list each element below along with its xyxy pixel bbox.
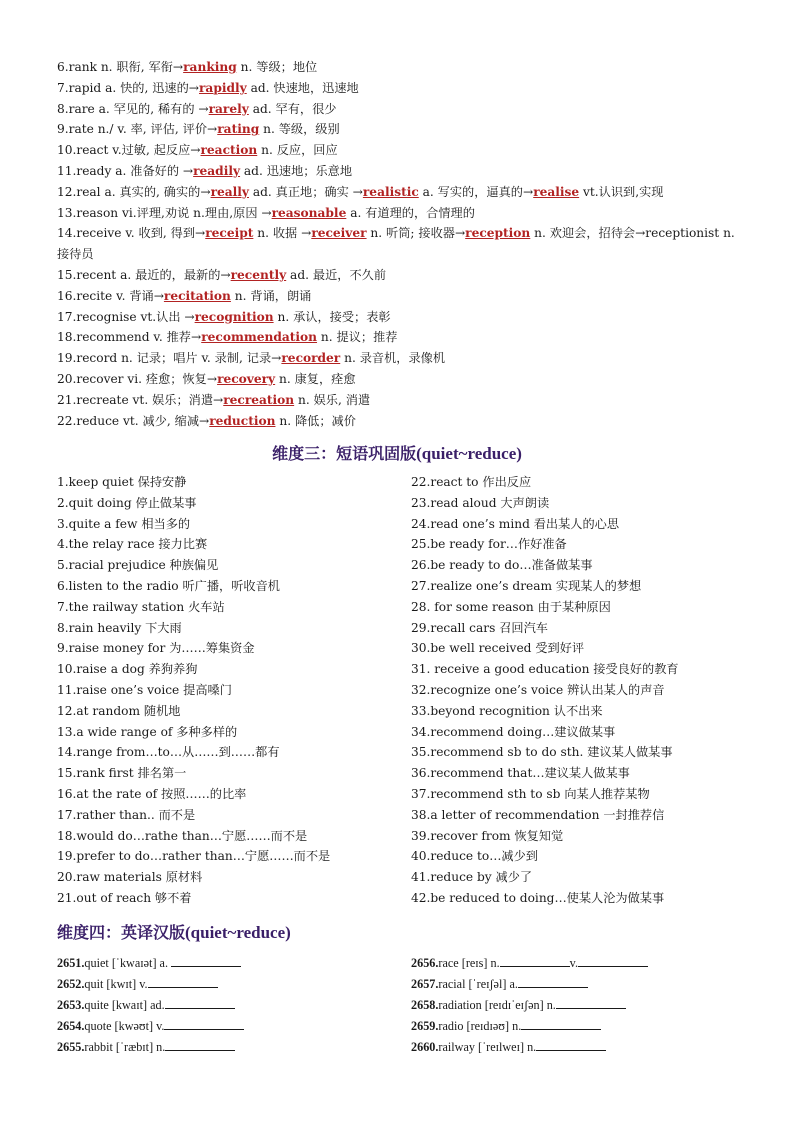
list-item: 14.receive v. 收到, 得到→receipt n. 收据 →receiver n. 听筒; 接收器→reception n. 欢迎会，招待会→receptionist n. 接待员	[57, 226, 735, 262]
list-item: 33.beyond recognition 认不出来	[411, 703, 603, 718]
list-item: 13.reason vi.评理,劝说 n.理由,原因 →reasonable a. 有道理的，合情理的	[57, 205, 475, 220]
list-item: 30.be well received 受到好评	[411, 641, 585, 656]
list-item: 20.recover vi. 痊愈；恢复→recovery n. 康复，痊愈	[57, 371, 356, 386]
list-item: 13.a wide range of 多种多样的	[57, 724, 238, 739]
answer-word: realise	[533, 184, 580, 199]
list-item: 39.recover from 恢复知觉	[411, 828, 564, 843]
list-item: 10.react v.过敏, 起反应→reaction n. 反应，回应	[57, 143, 338, 158]
answer-word: realistic	[362, 184, 419, 199]
answer-blank[interactable]	[578, 955, 648, 967]
list-item: 19.prefer to do…rather than…宁愿……而不是	[57, 849, 331, 864]
list-item: 6.rank n. 职衔, 军衔→ranking n. 等级；地位	[57, 60, 318, 74]
list-item: 2657.racial [ˈreɪʃəl] a.	[411, 974, 751, 995]
answer-blank[interactable]	[518, 976, 588, 988]
list-item: 27.realize one’s dream 实现某人的梦想	[411, 578, 642, 593]
list-item: 32.recognize one’s voice 辨认出某人的声音	[411, 682, 665, 697]
answer-word: recovery	[217, 371, 276, 386]
list-item: 42.be reduced to doing…使某人沦为做某事	[411, 890, 665, 905]
list-item: 35.recommend sb to do sth. 建议某人做某事	[411, 745, 673, 760]
list-item: 2659.radio [reɪdɪəʊ] n.	[411, 1016, 751, 1037]
answer-blank[interactable]	[165, 1039, 235, 1051]
list-item: 41.reduce by 减少了	[411, 870, 533, 885]
translation-list-right	[411, 953, 751, 1058]
answer-word: really	[210, 184, 249, 199]
list-item: 7.rapid a. 快的, 迅速的→rapidly ad. 快速地，迅速地	[57, 80, 359, 95]
list-item: 38.a letter of recommendation 一封推荐信	[411, 807, 665, 822]
list-item: 2658.radiation [reɪdɪˈeɪʃən] n.	[411, 995, 751, 1016]
list-item: 17.recognise vt.认出 →recognition n. 承认，接受；表彰	[57, 309, 391, 324]
list-item: 1.keep quiet 保持安静	[57, 475, 187, 489]
answer-word: recommendation	[201, 330, 318, 345]
list-item: 11.ready a. 准备好的 →readily ad. 迅速地；乐意地	[57, 163, 353, 178]
answer-word: reception	[465, 226, 531, 241]
answer-word: reaction	[200, 143, 258, 158]
list-item: 34.recommend doing…建议做某事	[411, 724, 616, 739]
list-item: 25.be ready for…作好准备	[411, 537, 567, 552]
answer-word: reduction	[209, 413, 276, 428]
answer-word: recitation	[163, 288, 231, 303]
answer-word: readily	[193, 163, 241, 178]
section-4-heading: 维度四：英译汉版(quiet~reduce)	[57, 923, 291, 942]
list-item: 21.recreate vt. 娱乐；消遣→recreation n. 娱乐, 消遣	[57, 392, 371, 407]
list-item: 2654.quote [kwəʊt] v.	[57, 1016, 397, 1037]
list-item: 4.the relay race 接力比赛	[57, 537, 208, 552]
answer-blank[interactable]	[165, 997, 235, 1009]
list-item: 22.reduce vt. 减少, 缩减→reduction n. 降低；减价	[57, 413, 356, 428]
answer-blank[interactable]	[500, 955, 570, 967]
answer-word: receipt	[205, 226, 254, 241]
list-item: 7.the railway station 火车站	[57, 599, 225, 614]
list-item: 12.real a. 真实的, 确实的→really ad. 真正地；确实 →realistic a. 写实的，逼真的→realise vt.认识到,实现	[57, 184, 664, 199]
list-item: 28. for some reason 由于某种原因	[411, 599, 611, 614]
list-item: 17.rather than.. 而不是	[57, 807, 196, 822]
list-item: 21.out of reach 够不着	[57, 890, 192, 905]
list-item: 11.raise one’s voice 提高嗓门	[57, 682, 232, 697]
list-item: 9.rate n./ v. 率, 评估, 评价→rating n. 等级，级别	[57, 122, 340, 137]
answer-word: rapidly	[199, 80, 247, 95]
translation-list-left	[57, 953, 397, 1058]
list-item: 5.racial prejudice 种族偏见	[57, 558, 219, 573]
list-item: 2652.quit [kwɪt] v.	[57, 974, 397, 995]
list-item: 2656.race [reɪs] n. v.	[411, 953, 751, 974]
word-list	[57, 57, 747, 431]
list-item: 23.read aloud 大声朗读	[411, 495, 550, 510]
list-item: 29.recall cars 召回汽车	[411, 620, 548, 635]
list-item: 24.read one’s mind 看出某人的心思	[411, 516, 620, 531]
list-item: 18.would do…rathe than…宁愿……而不是	[57, 828, 308, 843]
list-item: 15.recent a. 最近的，最新的→recently ad. 最近，不久前	[57, 267, 387, 282]
list-item: 31. receive a good education 接受良好的教育	[411, 662, 679, 677]
list-item: 2651.quiet [ˈkwaɪət] a.	[57, 953, 397, 974]
answer-blank[interactable]	[536, 1039, 606, 1051]
section-3-heading: 维度三：短语巩固版(quiet~reduce)	[272, 444, 522, 463]
answer-word: rarely	[208, 101, 249, 116]
list-item: 14.range from…to…从……到……都有	[57, 745, 280, 760]
answer-blank[interactable]	[556, 997, 626, 1009]
answer-word: recreation	[223, 392, 295, 407]
answer-word: recorder	[281, 351, 341, 366]
list-item: 8.rain heavily 下大雨	[57, 620, 182, 635]
list-item: 20.raw materials 原材料	[57, 870, 203, 885]
phrase-list-left	[57, 472, 417, 909]
answer-word: reasonable	[271, 205, 347, 220]
list-item: 16.recite v. 背诵→recitation n. 背诵，朗诵	[57, 288, 312, 303]
list-item: 26.be ready to do…准备做某事	[411, 558, 593, 573]
list-item: 3.quite a few 相当多的	[57, 516, 191, 531]
list-item: 19.record n. 记录；唱片 v. 录制, 记录→recorder n. 录音机，录像机	[57, 351, 446, 366]
answer-word: rating	[217, 122, 260, 137]
list-item: 22.react to 作出反应	[411, 475, 532, 489]
list-item: 36.recommend that…建议某人做某事	[411, 766, 630, 781]
answer-word: ranking	[183, 60, 237, 74]
list-item: 2660.railway [ˈreɪlweɪ] n.	[411, 1037, 751, 1058]
list-item: 2653.quite [kwaɪt] ad.	[57, 995, 397, 1016]
answer-blank[interactable]	[171, 955, 241, 967]
answer-word: receiver	[311, 226, 367, 241]
answer-word: recently	[230, 267, 287, 282]
list-item: 15.rank first 排名第一	[57, 766, 187, 781]
list-item: 12.at random 随机地	[57, 703, 181, 718]
list-item: 6.listen to the radio 听广播，听收音机	[57, 578, 280, 593]
list-item: 10.raise a dog 养狗养狗	[57, 662, 198, 677]
list-item: 9.raise money for 为……筹集资金	[57, 641, 255, 656]
list-item: 16.at the rate of 按照……的比率	[57, 786, 247, 801]
answer-blank[interactable]	[164, 1018, 244, 1030]
answer-word: recognition	[194, 309, 274, 324]
list-item: 37.recommend sth to sb 向某人推荐某物	[411, 786, 650, 801]
answer-blank[interactable]	[148, 976, 218, 988]
answer-blank[interactable]	[521, 1018, 601, 1030]
list-item: 40.reduce to…减少到	[411, 849, 538, 864]
phrase-list-right	[411, 472, 771, 909]
list-item: 8.rare a. 罕见的, 稀有的 →rarely ad. 罕有，很少	[57, 101, 337, 116]
list-item: 2.quit doing 停止做某事	[57, 495, 197, 510]
list-item: 18.recommend v. 推荐→recommendation n. 提议；推荐	[57, 330, 398, 345]
list-item: 2655.rabbit [ˈræbɪt] n.	[57, 1037, 397, 1058]
